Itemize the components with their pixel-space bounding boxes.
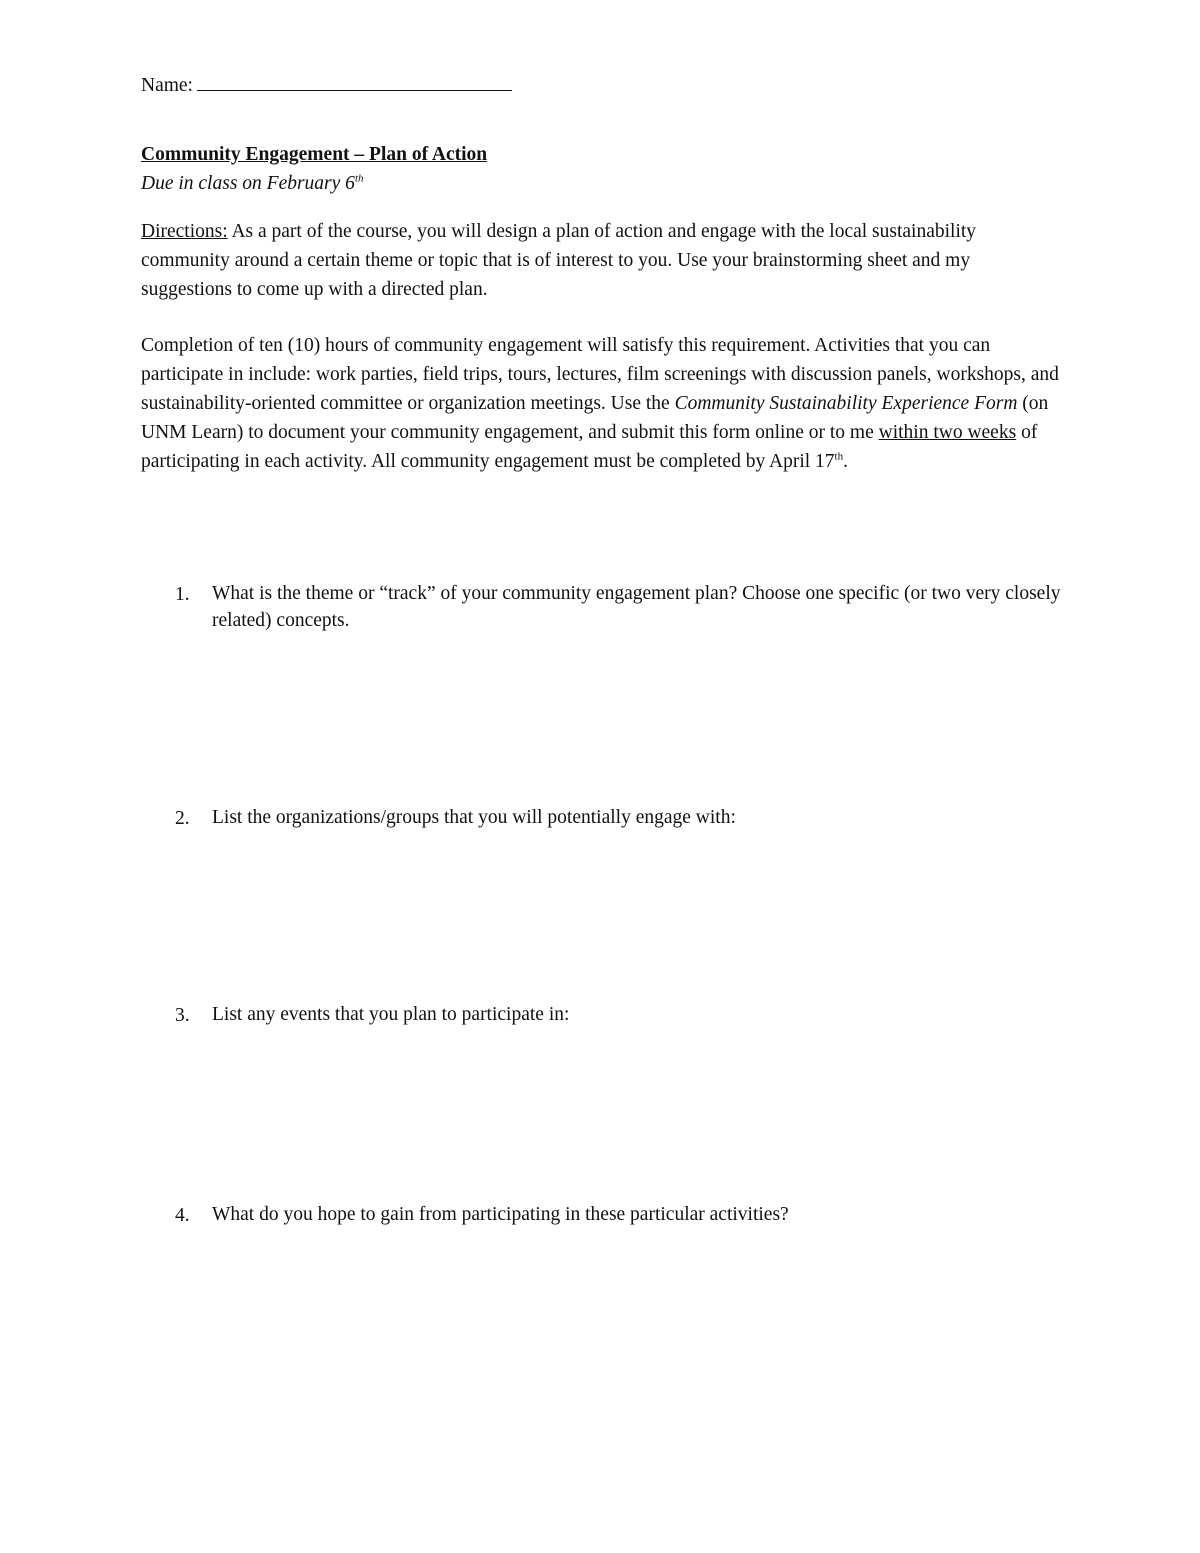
name-field-row: [141, 70, 1061, 100]
question-text: List any events that you plan to participate in:: [212, 1004, 570, 1025]
name-blank-line: [197, 70, 512, 91]
directions-label: Directions:: [141, 221, 228, 242]
form-name: Community Sustainability Experience Form: [674, 393, 1018, 414]
directions-text: As a part of the course, you will design a plan of action and engage with the local sustainability community around a certain theme or topic that is of interest to you. Use your brainstorming sheet and my suggestions to come up with a directed plan.: [141, 221, 977, 300]
question-text: List the organizations/groups that you will potentially engage with:: [212, 807, 736, 828]
question-number: 1.: [175, 584, 190, 605]
deadline-date-suffix: th: [834, 450, 844, 463]
due-date-suffix: th: [354, 172, 364, 185]
due-date-text: Due in class on February 6: [141, 173, 355, 194]
page-title: Community Engagement – Plan of Action: [141, 144, 488, 165]
deadline-emphasis: within two weeks: [878, 422, 1017, 443]
question-text: What do you hope to gain from participating in these particular activities?: [212, 1204, 789, 1225]
completion-text-1: Completion of ten (10) hours of community engagement will satisfy this requirement. Activities that you can participate in include: work parties, field trips, tours, lectures, film screenings with discussion panels, workshops, and sustainability-oriented committee or organization meetings. Use the: [141, 335, 1059, 414]
question-text: What is the theme or “track” of your community engagement plan? Choose one specific (or two very closely related) concepts.: [212, 583, 1061, 631]
directions-paragraph: [141, 217, 1061, 304]
due-date: [141, 169, 1061, 198]
completion-paragraph: [141, 331, 1061, 476]
completion-end: .: [843, 451, 848, 472]
question-number: 2.: [175, 808, 190, 829]
question-number: 3.: [175, 1005, 190, 1026]
question-number: 4.: [175, 1205, 190, 1226]
completion-text-2: (on UNM Learn) to document your community engagement, and submit this form online or to me: [141, 393, 1049, 443]
completion-text-3: of participating in each activity. All community engagement must be completed by April 17: [141, 422, 1038, 472]
name-label: Name:: [141, 75, 193, 96]
